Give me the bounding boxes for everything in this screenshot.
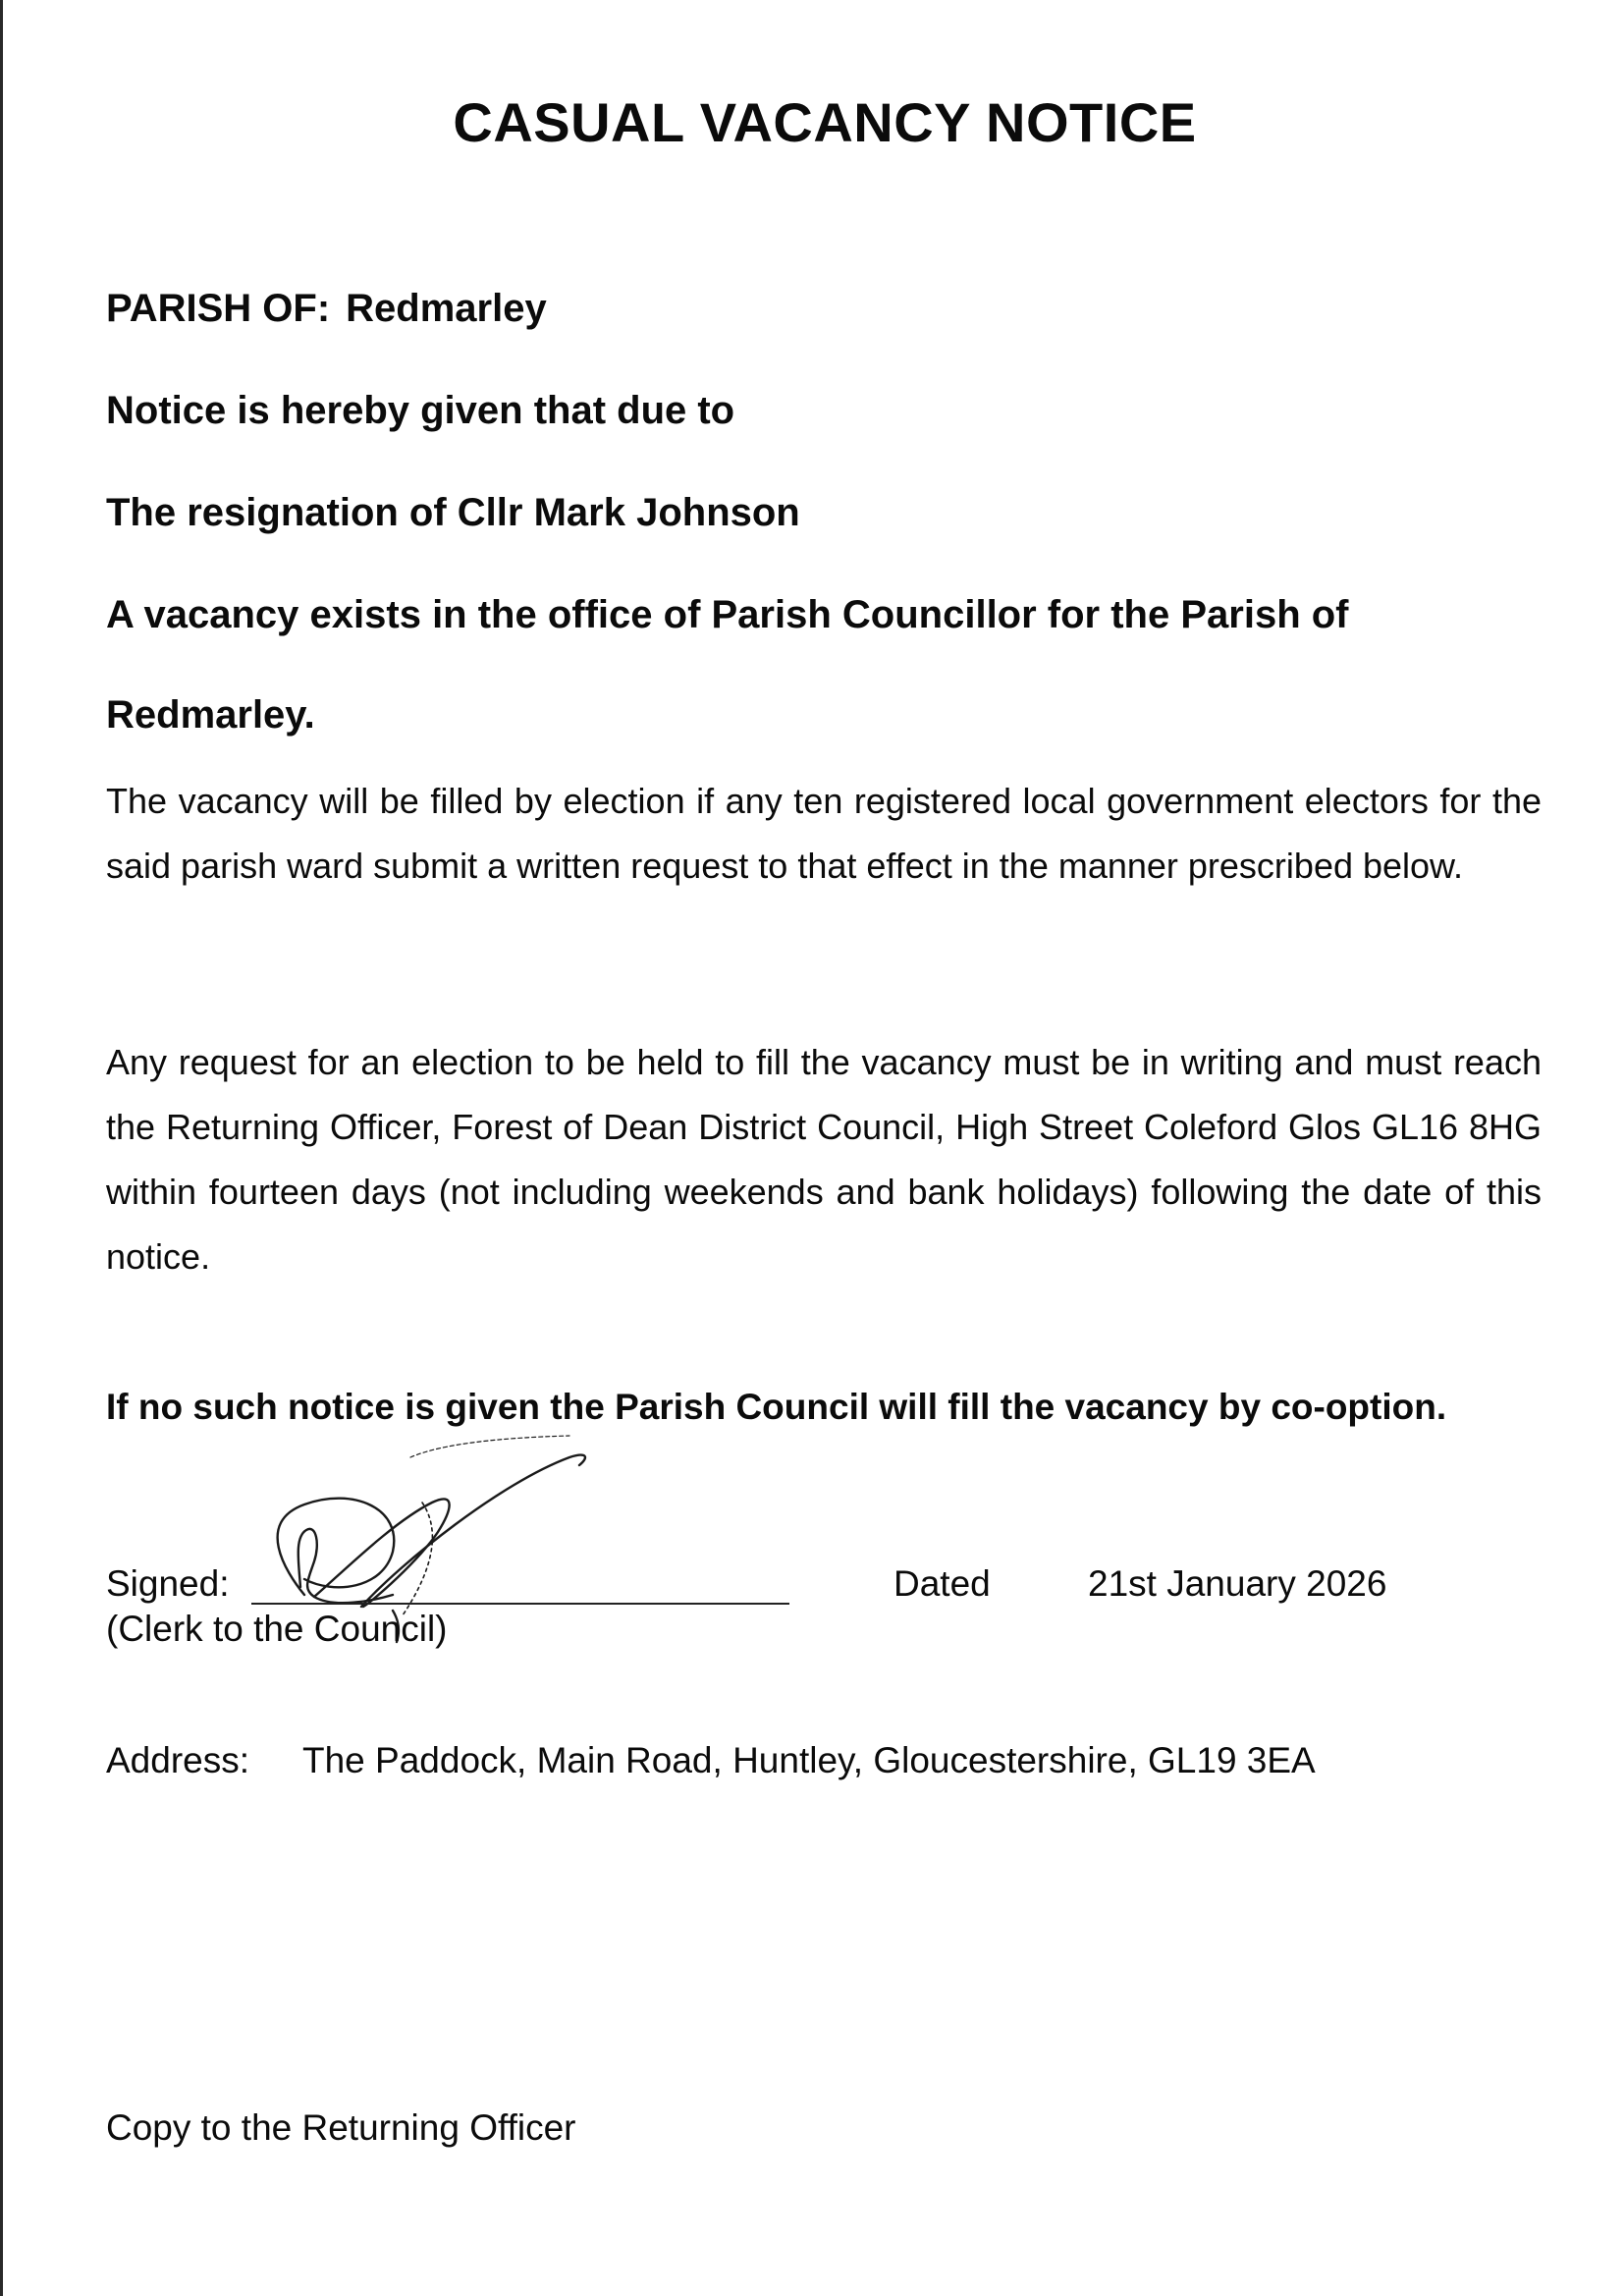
parish-label: PARISH OF: bbox=[106, 287, 331, 330]
cooption-statement: If no such notice is given the Parish Council will fill the vacancy by co-option. bbox=[106, 1387, 1447, 1427]
scan-edge bbox=[0, 0, 3, 2296]
parish-name: Redmarley bbox=[346, 287, 547, 330]
address-value: The Paddock, Main Road, Huntley, Gloucestershire, GL19 3EA bbox=[302, 1740, 1316, 1780]
signature-line bbox=[251, 1603, 789, 1605]
notice-line: Notice is hereby given that due to bbox=[106, 389, 735, 432]
reason-line: The resignation of Cllr Mark Johnson bbox=[106, 491, 800, 534]
vacancy-line-continued: Redmarley. bbox=[106, 693, 315, 737]
signer-role: (Clerk to the Council) bbox=[106, 1609, 448, 1649]
election-paragraph: The vacancy will be filled by election if any ten registered local government electors for the said parish ward submit a written request to that effect in the manner prescribed below. bbox=[106, 781, 1542, 886]
notice-title: CASUAL VACANCY NOTICE bbox=[453, 91, 1197, 153]
address-label: Address: bbox=[106, 1740, 250, 1780]
dated-label: Dated bbox=[893, 1563, 991, 1604]
request-paragraph: Any request for an election to be held to fill the vacancy must be in writing and must reach the Returning Officer, Forest of Dean District Council, High Street Coleford Glos GL16 8HG within fourteen days (not including weekends and bank holidays) following the date of this notice. bbox=[106, 1042, 1542, 1277]
parish-line bbox=[106, 287, 547, 331]
signed-label: Signed: bbox=[106, 1563, 230, 1604]
vacancy-line: A vacancy exists in the office of Parish Councillor for the Parish of bbox=[106, 593, 1349, 636]
copy-to-line: Copy to the Returning Officer bbox=[106, 2107, 576, 2148]
date-value: 21st January 2026 bbox=[1088, 1563, 1387, 1604]
